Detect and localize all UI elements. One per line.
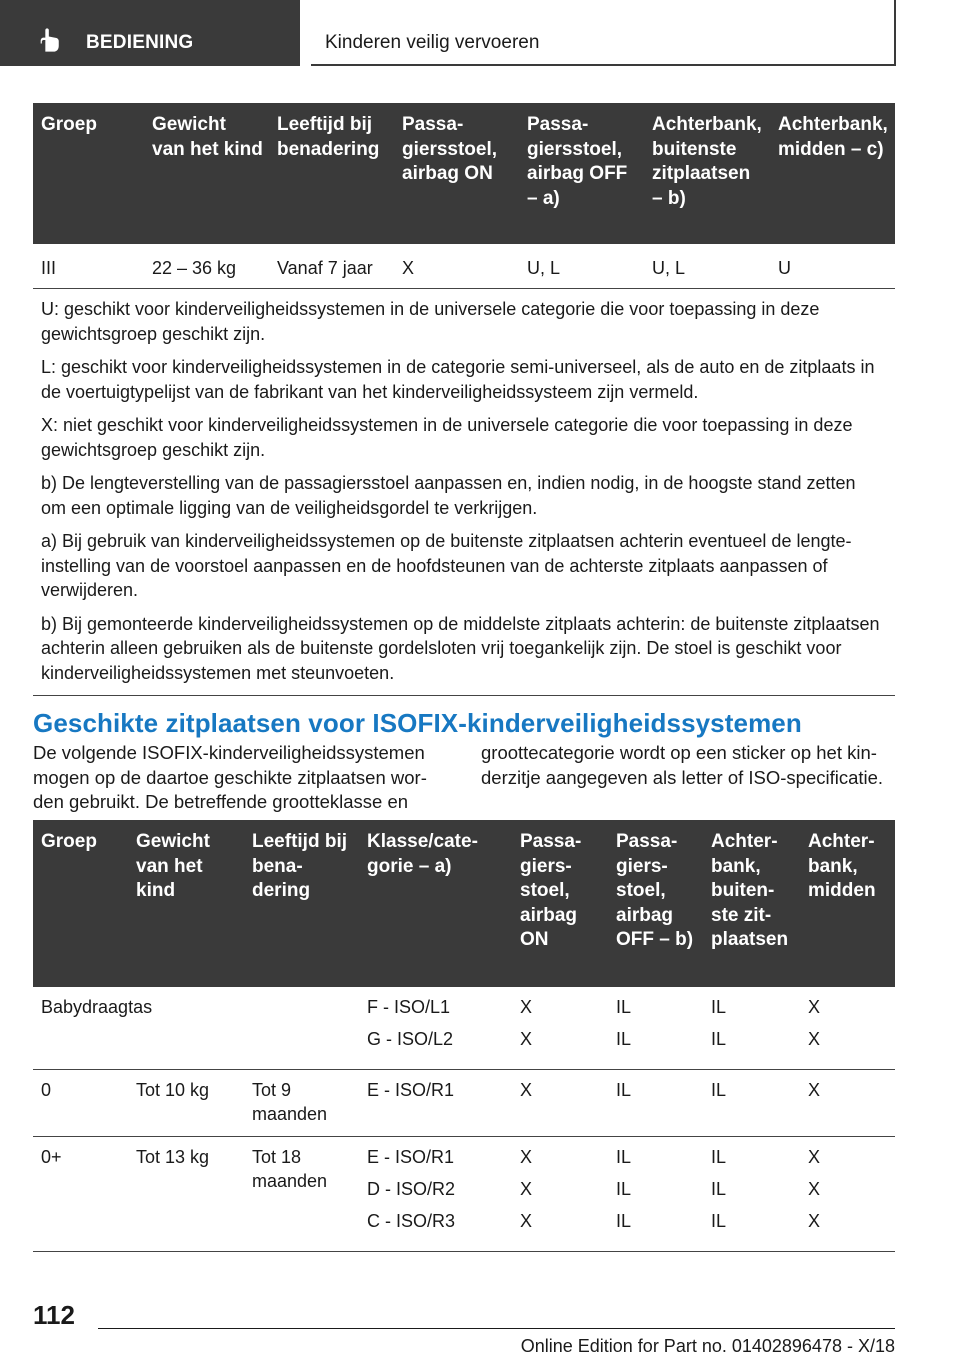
cell-value: X xyxy=(808,1211,821,1231)
note-x: X: niet geschikt voor kinderveiligheidssystemen in de universele categorie die voor toepassing in deze gewichtsgroep geschikt zijn. xyxy=(41,415,853,460)
column-header: Achterbank, midden – c) xyxy=(770,103,895,244)
intro-text-left: De volgende ISOFIX-kinderveiligheidssystemen mogen op de daartoe geschikte zitplaatsen worden gebruikt. De betreffende grootteklasse en xyxy=(33,742,427,812)
cell-value: IL xyxy=(711,1080,727,1100)
cell-value: X xyxy=(808,1029,821,1049)
edition-note: Online Edition for Part no. 01402896478 - X/18 xyxy=(520,1336,895,1356)
class-value: C - ISO/R3 xyxy=(367,1211,456,1231)
topic-box xyxy=(311,0,896,66)
weight-cell: Tot 10 kg xyxy=(128,1070,244,1137)
class-value: E - ISO/R1 xyxy=(367,1147,455,1167)
table-notes-row xyxy=(33,289,895,696)
age-cell: Tot 18 maanden xyxy=(244,1137,359,1252)
section-label: BEDIENING xyxy=(86,32,194,53)
cell-value: IL xyxy=(616,1179,632,1199)
class-value: D - ISO/R2 xyxy=(367,1179,456,1199)
table-row xyxy=(33,1070,895,1137)
class-cell xyxy=(359,987,512,1070)
group-cell: Babydraagtas xyxy=(33,987,359,1070)
table-row xyxy=(33,1137,895,1252)
column-header: Leeftijd bij benadering xyxy=(244,820,359,987)
column-header: Klasse/categorie – a) xyxy=(359,820,512,987)
section-heading: Geschikte zitplaatsen voor ISOFIX-kinderveiligheidssystemen xyxy=(33,708,802,738)
table-cell: 22 – 36 kg xyxy=(144,244,269,289)
airbag-on-cell xyxy=(512,987,608,1070)
age-cell: Tot 9 maanden xyxy=(244,1070,359,1137)
cell-value: X xyxy=(808,1179,821,1199)
intro-text-right: groottecategorie wordt op een sticker op het kinderzitje aangegeven als letter of ISO-specificatie. xyxy=(481,742,884,788)
note-u: U: geschikt voor kinderveiligheidssystemen in de universele categorie die voor toepassing in deze gewichtsgroep geschikt zijn. xyxy=(41,299,820,344)
airbag-on-cell xyxy=(512,1137,608,1252)
column-header: Achterbank, buitenste zitplaatsen – b) xyxy=(644,103,770,244)
page-number: 112 xyxy=(33,1300,75,1330)
table-cell: U, L xyxy=(644,244,770,289)
airbag-off-cell xyxy=(608,987,703,1070)
table-row xyxy=(33,987,895,1070)
topic-label: Kinderen veilig vervoeren xyxy=(325,32,540,53)
cell-value: IL xyxy=(616,1080,632,1100)
column-header: Achterbank, midden xyxy=(800,820,895,987)
cell-value: X xyxy=(520,1211,533,1231)
rear-outer-cell xyxy=(703,1137,800,1252)
hand-pointer-icon xyxy=(36,26,64,54)
cell-value: IL xyxy=(616,1211,632,1231)
cell-value: X xyxy=(808,1147,821,1167)
cell-value: X xyxy=(808,1080,821,1100)
table-cell: U xyxy=(770,244,895,289)
rear-middle-cell xyxy=(800,987,895,1070)
rear-middle-cell xyxy=(800,1137,895,1252)
column-header: Leeftijd bij benadering xyxy=(269,103,394,244)
table-cell: Vanaf 7 jaar xyxy=(269,244,394,289)
table-cell: X xyxy=(394,244,519,289)
cell-value: IL xyxy=(711,1179,727,1199)
column-header: Groep xyxy=(33,820,128,987)
weight-cell: Tot 13 kg xyxy=(128,1137,244,1252)
cell-value: IL xyxy=(616,1147,632,1167)
column-header: Gewicht van het kind xyxy=(128,820,244,987)
column-header: Groep xyxy=(33,103,144,244)
column-header: Achterbank, buitenste zitplaatsen xyxy=(703,820,800,987)
note-b1: b) De lengteverstelling van de passagiersstoel aanpassen en, indien nodig, in de hoogste stand zetten om een optimale ligging van de veiligheidsgordel te verkrijgen. xyxy=(41,473,856,518)
table-notes xyxy=(33,289,895,696)
airbag-on-cell xyxy=(512,1070,608,1137)
child-seat-table-universal xyxy=(33,103,895,696)
table-cell: U, L xyxy=(519,244,644,289)
column-header: Passagiersstoel, airbag OFF – b) xyxy=(608,820,703,987)
table-cell: III xyxy=(33,244,144,289)
rear-middle-cell xyxy=(800,1070,895,1137)
cell-value: IL xyxy=(711,1029,727,1049)
column-header: Passagiersstoel, airbag ON xyxy=(512,820,608,987)
note-b2: b) Bij gemonteerde kinderveiligheidssystemen op de middelste zitplaats achterin: de buitenste zitplaatsen achterin alleen gebruiken als de buitenste gordelsloten vrij toegankelijk zijn. De stoel is geschikt voor kinderveiligheidssystemen met steunvoeten. xyxy=(41,613,880,683)
note-l: L: geschikt voor kinderveiligheidssystemen in de categorie semi-universeel, als de auto en de zitplaats in de voertuigtypelijst van de fabrikant van het kinderveiligheidssysteem zijn vermeld. xyxy=(41,357,875,402)
table-row xyxy=(33,244,895,289)
cell-value: X xyxy=(520,1147,533,1167)
cell-value: X xyxy=(520,1080,533,1100)
footer-divider xyxy=(98,1328,895,1329)
table-header-row xyxy=(33,103,895,244)
cell-value: X xyxy=(520,997,533,1017)
cell-value: IL xyxy=(616,997,632,1017)
class-value: F - ISO/L1 xyxy=(367,997,451,1017)
cell-value: X xyxy=(520,1029,533,1049)
airbag-off-cell xyxy=(608,1070,703,1137)
cell-value: X xyxy=(808,997,821,1017)
class-value: E - ISO/R1 xyxy=(367,1080,455,1100)
group-cell: 0+ xyxy=(33,1137,128,1252)
airbag-off-cell xyxy=(608,1137,703,1252)
column-header: Gewicht van het kind xyxy=(144,103,269,244)
column-header: Passagiersstoel, airbag ON xyxy=(394,103,519,244)
cell-value: X xyxy=(520,1179,533,1199)
rear-outer-cell xyxy=(703,987,800,1070)
cell-value: IL xyxy=(616,1029,632,1049)
class-cell xyxy=(359,1137,512,1252)
cell-value: IL xyxy=(711,1211,727,1231)
class-cell xyxy=(359,1070,512,1137)
cell-value: IL xyxy=(711,1147,727,1167)
cell-value: IL xyxy=(711,997,727,1017)
rear-outer-cell xyxy=(703,1070,800,1137)
column-header: Passagiersstoel, airbag OFF – a) xyxy=(519,103,644,244)
note-a: a) Bij gebruik van kinderveiligheidssystemen op de buitenste zitplaatsen achterin eventueel de lengte-instelling van de voorstoel aanpassen en de hoofdsteunen van de achterste zitplaats aanpassen of verwijderen. xyxy=(41,531,852,600)
section-tab[interactable] xyxy=(0,0,300,66)
page-header xyxy=(0,0,960,66)
table-header-row xyxy=(33,820,895,987)
isofix-seat-table xyxy=(33,820,895,1252)
group-cell: 0 xyxy=(33,1070,128,1137)
class-value: G - ISO/L2 xyxy=(367,1029,454,1049)
